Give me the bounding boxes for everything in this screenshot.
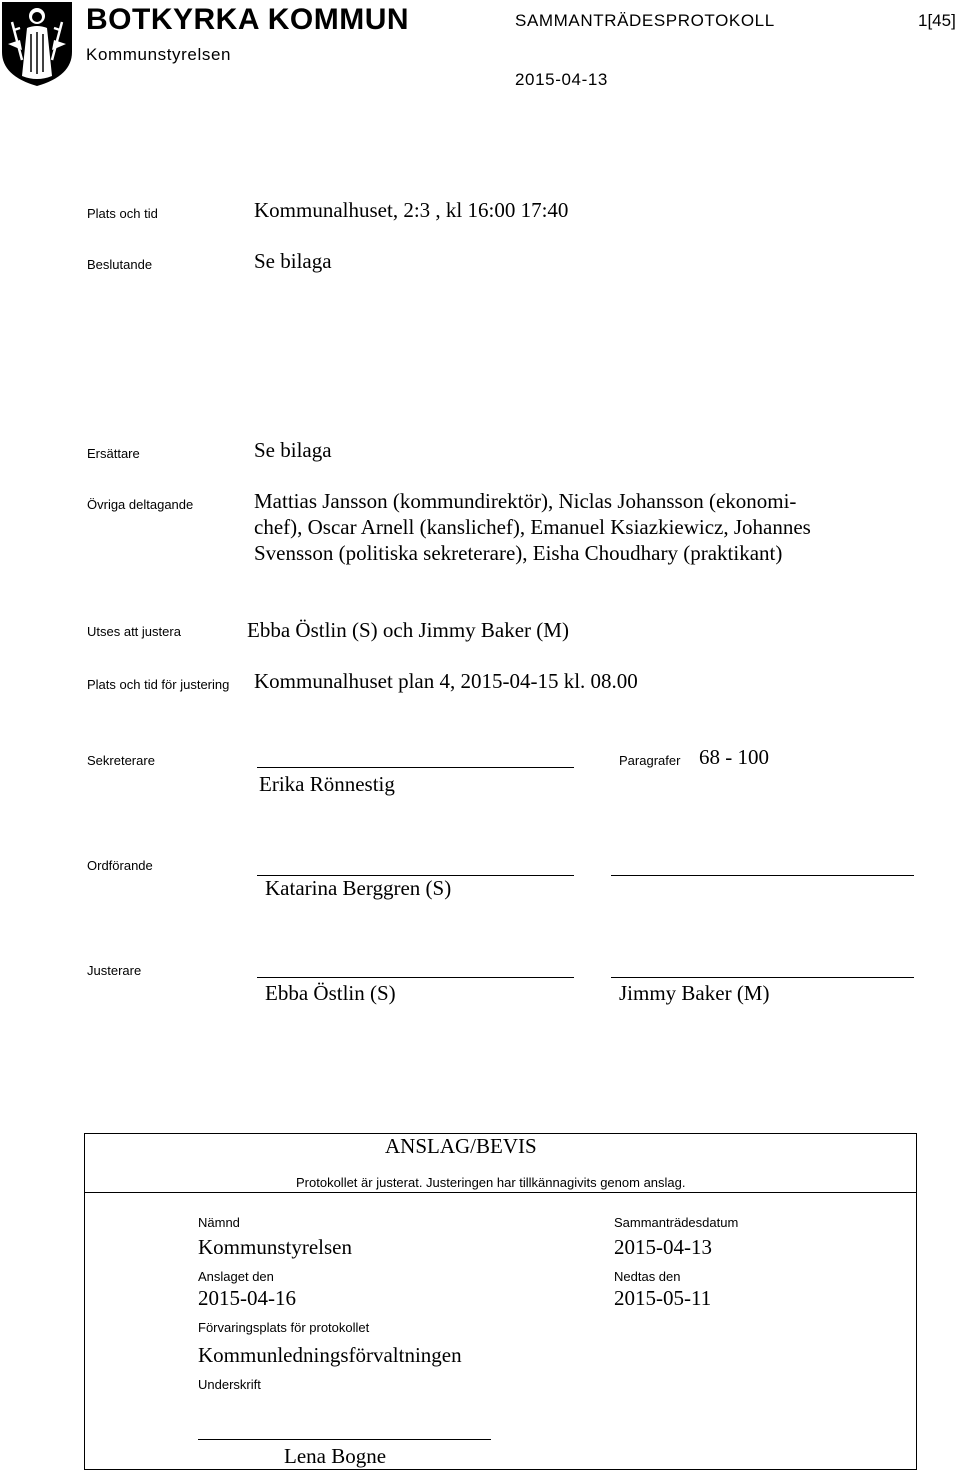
place-time-label: Plats och tid — [87, 206, 158, 221]
committee-value: Kommunstyrelsen — [198, 1235, 352, 1259]
adjuster-left-signature-line — [257, 977, 574, 978]
storage-label: Förvaringsplats för protokollet — [198, 1320, 370, 1335]
chair-name: Katarina Berggren (S) — [265, 876, 452, 900]
adjustment-place-time-label: Plats och tid för justering — [87, 677, 230, 692]
posted-label: Anslaget den — [198, 1269, 274, 1284]
deciding-label: Beslutande — [87, 257, 153, 272]
secretary-signature-line — [257, 767, 574, 768]
page-number: 1[45] — [918, 11, 956, 30]
notice-title: ANSLAG/BEVIS — [385, 1134, 537, 1158]
secretary-label: Sekreterare — [87, 753, 155, 768]
document-type: SAMMANTRÄDESPROTOKOLL — [515, 11, 775, 30]
chair-label: Ordförande — [87, 858, 153, 873]
substitutes-label: Ersättare — [87, 446, 140, 461]
adjuster-right-signature-line — [611, 977, 914, 978]
department-name: Kommunstyrelsen — [86, 45, 232, 64]
other-participants-line: Mattias Jansson (kommundirektör), Niclas Johansson (ekonomi- — [254, 489, 797, 513]
meeting-date-label: Sammanträdesdatum — [614, 1215, 739, 1230]
meeting-date-value: 2015-04-13 — [614, 1235, 712, 1259]
adjuster-right-name: Jimmy Baker (M) — [619, 981, 770, 1005]
removed-value: 2015-05-11 — [614, 1286, 712, 1310]
deciding-value: Se bilaga — [254, 249, 332, 273]
notice-signature-line — [198, 1439, 491, 1440]
adjuster-left-name: Ebba Östlin (S) — [265, 981, 396, 1005]
document-date: 2015-04-13 — [515, 70, 608, 89]
organization-name: BOTKYRKA KOMMUN — [86, 3, 410, 36]
chair-signature-line-right — [611, 875, 914, 876]
posted-value: 2015-04-16 — [198, 1286, 296, 1310]
botkyrka-coat-of-arms-logo — [0, 0, 74, 88]
adjustment-place-time-value: Kommunalhuset plan 4, 2015-04-15 kl. 08.00 — [254, 669, 638, 693]
storage-value: Kommunledningsförvaltningen — [198, 1343, 462, 1367]
adjusters-label: Justerare — [87, 963, 142, 978]
notice-box-divider — [84, 1192, 917, 1193]
appointed-adjust-value: Ebba Östlin (S) och Jimmy Baker (M) — [247, 618, 569, 642]
substitutes-value: Se bilaga — [254, 438, 332, 462]
place-time-value: Kommunalhuset, 2:3 , kl 16:00 17:40 — [254, 198, 569, 222]
notice-signature-name: Lena Bogne — [284, 1444, 387, 1468]
notice-subtitle: Protokollet är justerat. Justeringen har tillkännagivits genom anslag. — [296, 1175, 686, 1190]
removed-label: Nedtas den — [614, 1269, 681, 1284]
secretary-name: Erika Rönnestig — [259, 772, 395, 796]
other-participants-label: Övriga deltagande — [87, 497, 194, 512]
paragraphs-value: 68 - 100 — [699, 745, 769, 769]
other-participants-line: chef), Oscar Arnell (kanslichef), Emanuel Ksiazkiewicz, Johannes — [254, 515, 811, 539]
committee-label: Nämnd — [198, 1215, 240, 1230]
paragraphs-label: Paragrafer — [619, 753, 681, 768]
appointed-adjust-label: Utses att justera — [87, 624, 181, 639]
other-participants-line: Svensson (politiska sekreterare), Eisha Choudhary (praktikant) — [254, 541, 783, 565]
signature-label: Underskrift — [198, 1377, 261, 1392]
